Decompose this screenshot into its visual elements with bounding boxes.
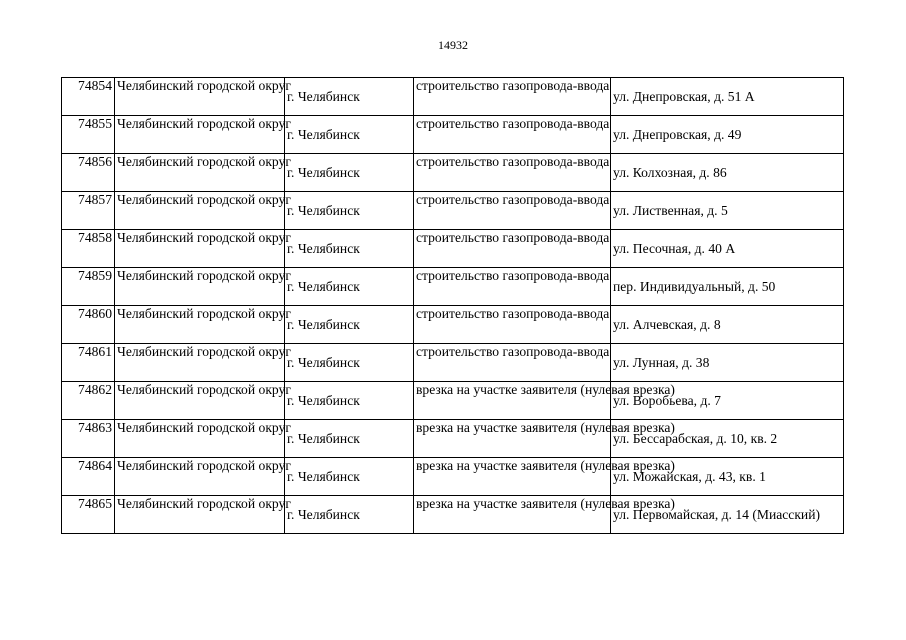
row-number-cell: 74856 <box>62 154 115 192</box>
district-cell: Челябинский городской округ <box>115 192 285 230</box>
row-number-cell: 74862 <box>62 382 115 420</box>
district-cell: Челябинский городской округ <box>115 420 285 458</box>
work-type-cell: строительство газопровода-ввода <box>414 154 611 192</box>
row-number-cell: 74864 <box>62 458 115 496</box>
city-cell: г. Челябинск <box>285 420 414 458</box>
district-cell: Челябинский городской округ <box>115 344 285 382</box>
table-row <box>62 116 844 154</box>
district-cell: Челябинский городской округ <box>115 268 285 306</box>
row-number-cell: 74858 <box>62 230 115 268</box>
address-cell: ул. Первомайская, д. 14 (Миасский) <box>611 496 844 534</box>
table-row <box>62 344 844 382</box>
registry-table-body <box>62 78 844 534</box>
table-row <box>62 496 844 534</box>
district-cell: Челябинский городской округ <box>115 382 285 420</box>
work-type-cell: врезка на участке заявителя (нулевая врезка) <box>414 420 611 458</box>
registry-table <box>61 77 844 534</box>
table-row <box>62 382 844 420</box>
city-cell: г. Челябинск <box>285 382 414 420</box>
table-row <box>62 306 844 344</box>
address-cell: ул. Днепровская, д. 51 А <box>611 78 844 116</box>
work-type-cell: врезка на участке заявителя (нулевая врезка) <box>414 496 611 534</box>
work-type-cell: врезка на участке заявителя (нулевая врезка) <box>414 458 611 496</box>
work-type-cell: строительство газопровода-ввода <box>414 268 611 306</box>
city-cell: г. Челябинск <box>285 496 414 534</box>
address-cell: пер. Индивидуальный, д. 50 <box>611 268 844 306</box>
work-type-cell: строительство газопровода-ввода <box>414 192 611 230</box>
district-cell: Челябинский городской округ <box>115 496 285 534</box>
address-cell: ул. Днепровская, д. 49 <box>611 116 844 154</box>
table-row <box>62 230 844 268</box>
work-type-cell: врезка на участке заявителя (нулевая врезка) <box>414 382 611 420</box>
row-number-cell: 74861 <box>62 344 115 382</box>
city-cell: г. Челябинск <box>285 78 414 116</box>
address-cell: ул. Лунная, д. 38 <box>611 344 844 382</box>
address-cell: ул. Бессарабская, д. 10, кв. 2 <box>611 420 844 458</box>
city-cell: г. Челябинск <box>285 344 414 382</box>
table-row <box>62 420 844 458</box>
work-type-cell: строительство газопровода-ввода <box>414 116 611 154</box>
address-cell: ул. Лиственная, д. 5 <box>611 192 844 230</box>
row-number-cell: 74854 <box>62 78 115 116</box>
row-number-cell: 74859 <box>62 268 115 306</box>
address-cell: ул. Воробьева, д. 7 <box>611 382 844 420</box>
table-row <box>62 268 844 306</box>
city-cell: г. Челябинск <box>285 306 414 344</box>
table-row <box>62 78 844 116</box>
district-cell: Челябинский городской округ <box>115 458 285 496</box>
table-row <box>62 154 844 192</box>
district-cell: Челябинский городской округ <box>115 78 285 116</box>
work-type-cell: строительство газопровода-ввода <box>414 230 611 268</box>
district-cell: Челябинский городской округ <box>115 116 285 154</box>
district-cell: Челябинский городской округ <box>115 306 285 344</box>
district-cell: Челябинский городской округ <box>115 154 285 192</box>
table-row <box>62 458 844 496</box>
city-cell: г. Челябинск <box>285 116 414 154</box>
district-cell: Челябинский городской округ <box>115 230 285 268</box>
row-number-cell: 74855 <box>62 116 115 154</box>
address-cell: ул. Песочная, д. 40 А <box>611 230 844 268</box>
city-cell: г. Челябинск <box>285 230 414 268</box>
city-cell: г. Челябинск <box>285 268 414 306</box>
row-number-cell: 74863 <box>62 420 115 458</box>
address-cell: ул. Колхозная, д. 86 <box>611 154 844 192</box>
row-number-cell: 74857 <box>62 192 115 230</box>
city-cell: г. Челябинск <box>285 154 414 192</box>
work-type-cell: строительство газопровода-ввода <box>414 78 611 116</box>
work-type-cell: строительство газопровода-ввода <box>414 344 611 382</box>
row-number-cell: 74860 <box>62 306 115 344</box>
page-number: 14932 <box>438 38 468 52</box>
table-row <box>62 192 844 230</box>
address-cell: ул. Алчевская, д. 8 <box>611 306 844 344</box>
address-cell: ул. Можайская, д. 43, кв. 1 <box>611 458 844 496</box>
row-number-cell: 74865 <box>62 496 115 534</box>
work-type-cell: строительство газопровода-ввода <box>414 306 611 344</box>
city-cell: г. Челябинск <box>285 458 414 496</box>
city-cell: г. Челябинск <box>285 192 414 230</box>
